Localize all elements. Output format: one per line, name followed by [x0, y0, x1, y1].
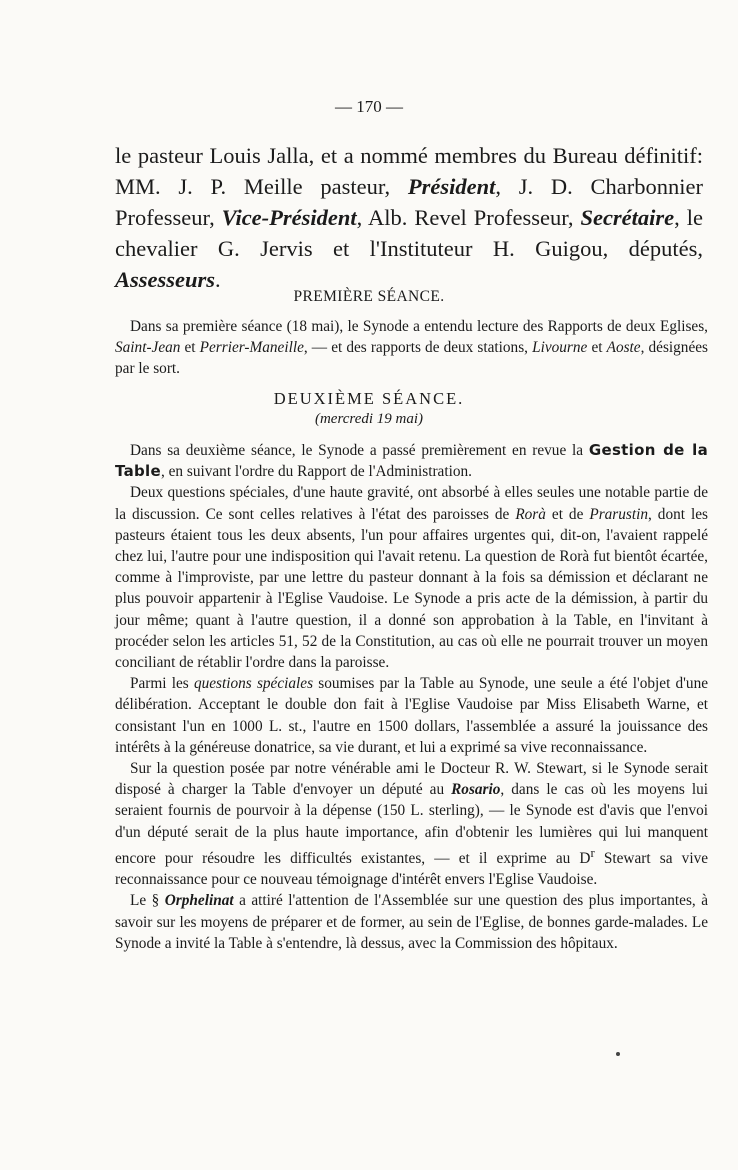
place-name: Perrier-Maneille	[199, 339, 304, 357]
text: , — et des rapports de deux stations,	[303, 339, 533, 357]
emphasis: Orphelinat	[164, 892, 234, 910]
role-president: Président	[407, 174, 496, 199]
text: soumises par la Table au Synode, une seule a été l'objet d'une délibération. Acceptant le double don fait à l'Eglise Vaudoise par Miss Elisabeth Warne, et consistant l'un en 1000 L. st., l'autre en 1500 dollars, l'assemblée a assuré la jouissance des intérêts à la généreuse donatrice, sa vie durant, et lui a exprimé sa vive reconnaissance.	[115, 675, 709, 756]
role-assesseurs: Assesseurs	[115, 267, 216, 292]
text: et	[180, 339, 200, 357]
lead-text: .	[215, 267, 221, 292]
text: Dans sa deuxième séance, le Synode a passé premièrement en revue la	[130, 442, 589, 459]
text: a attiré l'attention de l'Assemblée sur une question des plus importantes, à savoir sur les moyens de préparer et de former, au sein de l'Eglise, de bonnes garde-malades. Le Synode a invité la Table à s'entendre, là dessus, avec la Commission des hôpitaux.	[115, 892, 708, 952]
deuxieme-body	[115, 440, 708, 954]
paragraph	[115, 440, 708, 482]
paragraph	[115, 316, 708, 380]
place-name: Rorà	[515, 505, 546, 523]
text: Le §	[130, 892, 165, 910]
paragraph	[115, 673, 708, 758]
paragraph	[115, 758, 708, 890]
text: Dans sa première séance (18 mai), le Synode a entendu lecture des Rapports de deux Eglises,	[130, 318, 708, 335]
section-subheading-date: (mercredi 19 mai)	[314, 411, 424, 427]
gestion-title: Gestion de la Table	[115, 441, 709, 481]
text: , désignées par le sort.	[115, 339, 708, 378]
place-name: Prarustin	[589, 505, 648, 523]
text: et	[587, 339, 607, 357]
role-secretaire: Secrétaire	[580, 205, 675, 230]
lead-text: , Alb. Revel Professeur,	[356, 205, 581, 230]
section-heading-deuxieme: DEUXIÈME SÉANCE.	[273, 389, 465, 408]
paragraph	[115, 890, 708, 954]
text: Deux questions spéciales, d'une haute gravité, ont absorbé à elles seules une notable partie de la discussion. Ce sont celles relatives à l'état des paroisses de	[115, 484, 708, 523]
text: , dans le cas où les moyens lui seraient fournis de pourvoir à la dépense (150 L. sterling), — le Synode est d'avis que l'envoi d'un député serait de la plus haute importance, afin d'obtenir les lumières qui lui manquent encore pour résoudre les difficultés existantes, — et il exprime au D	[115, 781, 708, 867]
superscript: r	[590, 845, 595, 860]
ink-speck	[616, 1052, 620, 1056]
premiere-paragraph	[115, 316, 708, 380]
place-name: Rosario	[451, 781, 501, 799]
text: , en suivant l'ordre du Rapport de l'Administration.	[160, 463, 472, 481]
lead-text: , le chevalier G. Jervis et l'Instituteur H. Guigou, députés,	[115, 205, 703, 261]
text: , dont les pasteurs étaient tous les deux absents, l'un pour affaires urgentes qui, dit-on, l'avaient rappelé chez lui, l'autre pour une indisposition qui l'avait retenu. La question de Rorà fut bientôt écartée, comme à l'improviste, par une lettre du pasteur donnant à la fois sa démission et déclarant ne plus pouvoir appartenir à l'Eglise Vaudoise. Le Synode a pris acte de la démission, à partir du jour même; quant à l'autre question, il a donné son approbation à la Table, en l'invitant à procéder selon les articles 51, 52 de la Constitution, au cas où elle ne pourrait trouver un moyen conciliant de rétablir l'ordre dans la paroisse.	[115, 505, 708, 672]
place-name: Saint-Jean	[115, 339, 181, 357]
place-name: Livourne	[532, 339, 588, 357]
place-name: Aoste	[606, 339, 641, 357]
text: Parmi les	[130, 675, 194, 693]
emphasis: questions spéciales	[193, 675, 314, 693]
lead-paragraph	[115, 140, 703, 295]
text: Stewart sa vive reconnaissance pour ce nouveau témoignage d'intérêt envers l'Eglise Vaudoise.	[115, 849, 709, 889]
lead-text: , J. D. Charbonnier Professeur,	[115, 174, 703, 230]
page-number: — 170 —	[335, 97, 403, 116]
lead-text: le pasteur Louis Jalla, et a nommé membres du Bureau définitif: MM. J. P. Meille pasteur,	[115, 143, 703, 199]
role-vice-president: Vice-Président	[221, 205, 357, 230]
text: et de	[545, 505, 590, 523]
paragraph	[115, 482, 708, 673]
text: Sur la question posée par notre vénérable ami le Docteur R. W. Stewart, si le Synode serait disposé à charger la Table d'envoyer un député au	[115, 760, 708, 799]
section-heading-premiere: PREMIÈRE SÉANCE.	[293, 288, 445, 305]
